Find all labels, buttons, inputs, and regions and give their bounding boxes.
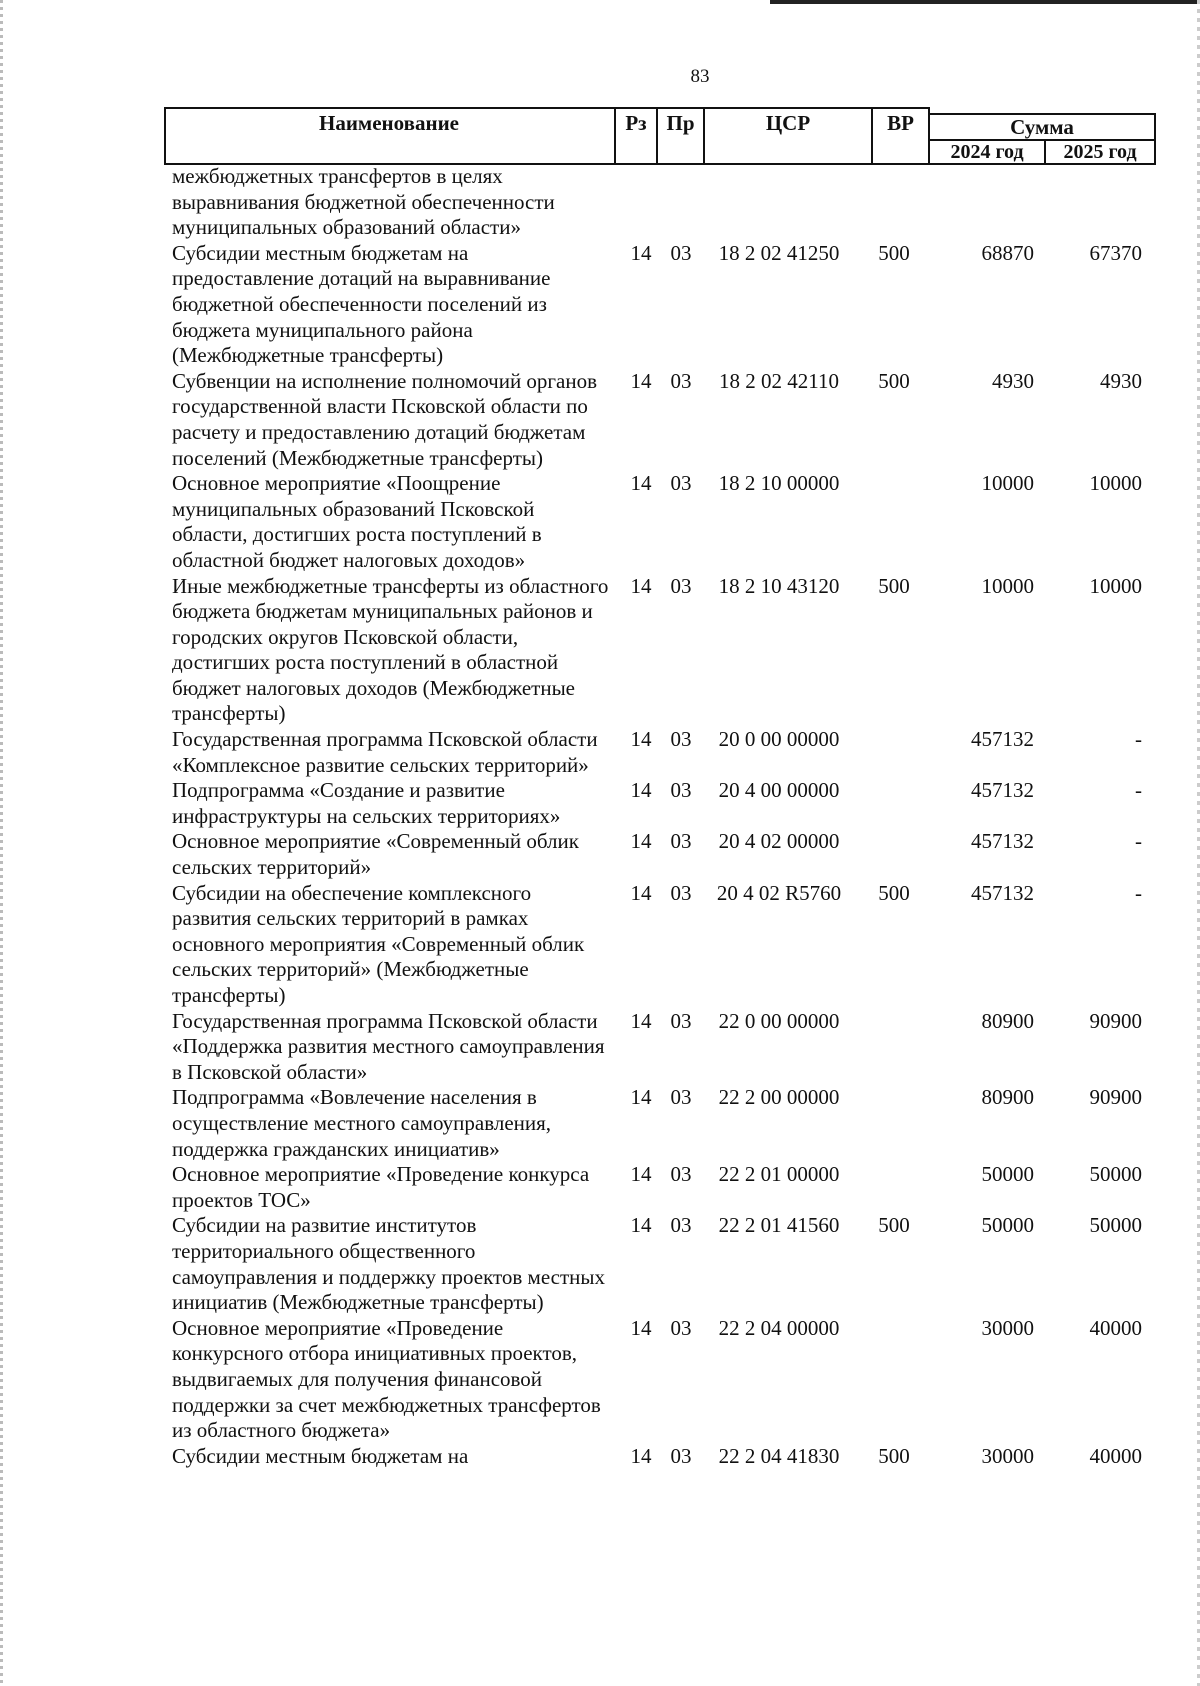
- row-2024: 457132: [971, 727, 1034, 752]
- row-2024: 4930: [992, 368, 1034, 393]
- row-csr: 18 2 10 00000: [718, 471, 840, 496]
- row-2025: 40000: [1089, 1315, 1142, 1340]
- row-csr: 18 2 10 43120: [718, 573, 840, 598]
- row-pr: 03: [670, 880, 692, 905]
- row-rz: 14: [630, 1315, 652, 1340]
- row-name: Субвенции на исполнение полномочий органов государственной власти Псковской области по расчету и предоставлению дотаций бюджетам поселений (Межбюджетные трансферты): [172, 368, 598, 470]
- row-csr: 22 2 01 00000: [718, 1162, 840, 1187]
- row-2024: 30000: [981, 1315, 1034, 1340]
- row-2024: 10000: [981, 471, 1034, 496]
- row-csr: 22 2 04 41830: [718, 1443, 840, 1468]
- row-2024: 457132: [971, 778, 1034, 803]
- row-pr: 03: [670, 1443, 692, 1468]
- header-rz: Рз: [625, 111, 647, 135]
- row-name: Субсидии на обеспечение комплексного развития сельских территорий в рамках основного мероприятия «Современный облик сельских территорий» (Межбюджетные трансферты): [172, 880, 585, 1007]
- row-csr: 18 2 02 42110: [719, 368, 839, 393]
- row-2024: 50000: [981, 1162, 1034, 1187]
- row-2024: 457132: [971, 880, 1034, 905]
- row-2024: 80900: [981, 1085, 1034, 1110]
- row-name: Субсидии на развитие институтов территориального общественного самоуправления и поддержку проектов местных инициатив (Межбюджетные трансферты): [172, 1213, 606, 1315]
- table-row: [164, 1444, 1164, 1470]
- table-row: [164, 829, 1164, 880]
- row-name: межбюджетных трансфертов в целях выравнивания бюджетной обеспеченности муниципальных образований области»: [172, 164, 555, 240]
- table-row: [164, 1213, 1164, 1315]
- table-row: [164, 574, 1164, 728]
- row-rz: 14: [630, 573, 652, 598]
- row-rz: 14: [630, 1443, 652, 1468]
- row-name: Субсидии местным бюджетам на: [172, 1443, 469, 1468]
- row-vr: 500: [878, 240, 910, 265]
- row-vr: 500: [878, 368, 910, 393]
- row-2024: 10000: [981, 573, 1034, 598]
- scan-top-edge: [770, 0, 1200, 4]
- row-rz: 14: [630, 240, 652, 265]
- row-csr: 22 2 01 41560: [718, 1213, 840, 1238]
- header-csr: ЦСР: [765, 111, 811, 135]
- row-rz: 14: [630, 880, 652, 905]
- row-2025: 40000: [1089, 1443, 1142, 1468]
- row-rz: 14: [630, 829, 652, 854]
- row-name: Субсидии местным бюджетам на предоставление дотаций на выравнивание бюджетной обеспеченности поселений из бюджета муниципального района (Межбюджетные трансферты): [172, 240, 551, 368]
- row-pr: 03: [670, 471, 692, 496]
- row-pr: 03: [670, 1162, 692, 1187]
- row-rz: 14: [630, 1008, 652, 1033]
- row-csr: 22 2 00 00000: [718, 1085, 840, 1110]
- row-pr: 03: [670, 240, 692, 265]
- table-row: [164, 881, 1164, 1009]
- row-csr: 22 0 00 00000: [718, 1008, 840, 1033]
- row-2025: 4930: [1100, 368, 1142, 393]
- row-2024: 50000: [981, 1213, 1034, 1238]
- table-body: [164, 164, 1164, 1469]
- row-csr: 20 4 02 00000: [718, 829, 840, 854]
- table-row: [164, 241, 1164, 369]
- row-rz: 14: [630, 1162, 652, 1187]
- row-2025: 50000: [1089, 1162, 1142, 1187]
- row-csr: 20 0 00 00000: [718, 727, 840, 752]
- row-name: Государственная программа Псковской области «Комплексное развитие сельских территорий»: [172, 727, 598, 777]
- row-2024: 457132: [971, 829, 1034, 854]
- page-number: 83: [690, 66, 710, 87]
- row-pr: 03: [670, 1008, 692, 1033]
- row-name: Основное мероприятие «Проведение конкурсного отбора инициативных проектов, выдвигаемых для получения финансовой поддержки за счет межбюджетных трансфертов из областного бюджета»: [172, 1315, 601, 1443]
- row-pr: 03: [670, 1085, 692, 1110]
- row-2025: 90900: [1089, 1085, 1142, 1110]
- row-2025: 90900: [1089, 1008, 1142, 1033]
- row-pr: 03: [670, 778, 692, 803]
- row-pr: 03: [670, 829, 692, 854]
- row-2025: -: [1135, 778, 1142, 803]
- row-2025: -: [1135, 829, 1142, 854]
- header-vr: ВР: [887, 111, 914, 135]
- row-rz: 14: [630, 727, 652, 752]
- row-2025: 50000: [1089, 1213, 1142, 1238]
- row-vr: 500: [878, 573, 910, 598]
- row-pr: 03: [670, 573, 692, 598]
- row-name: Подпрограмма «Вовлечение населения в осуществление местного самоуправления, поддержка гражданских инициатив»: [172, 1085, 552, 1161]
- row-2025: 10000: [1089, 471, 1142, 496]
- row-csr: 18 2 02 41250: [718, 240, 840, 265]
- row-pr: 03: [670, 1315, 692, 1340]
- row-name: Основное мероприятие «Поощрение муниципальных образований Псковской области, достигших роста поступлений в областной бюджет налоговых доходов»: [172, 471, 542, 572]
- row-rz: 14: [630, 1085, 652, 1110]
- row-rz: 14: [630, 778, 652, 803]
- row-2024: 80900: [981, 1008, 1034, 1033]
- row-2025: 67370: [1089, 240, 1142, 265]
- row-vr: 500: [878, 880, 910, 905]
- table-row: [164, 1316, 1164, 1444]
- table-row: [164, 727, 1164, 778]
- row-name: Подпрограмма «Создание и развитие инфраструктуры на сельских территориях»: [172, 778, 561, 828]
- row-name: Основное мероприятие «Проведение конкурса проектов ТОС»: [172, 1162, 590, 1212]
- header-top-line: [164, 107, 928, 109]
- table-header: [164, 107, 1156, 165]
- row-pr: 03: [670, 727, 692, 752]
- row-pr: 03: [670, 368, 692, 393]
- row-csr: 20 4 02 R5760: [716, 880, 842, 905]
- table-row: [164, 369, 1164, 471]
- header-year-2024: 2024 год: [950, 141, 1024, 163]
- page-number-wrap: [0, 66, 1200, 88]
- table-row: [164, 164, 1164, 241]
- row-rz: 14: [630, 1213, 652, 1238]
- row-2025: -: [1135, 880, 1142, 905]
- row-vr: 500: [878, 1213, 910, 1238]
- table-row: [164, 1085, 1164, 1162]
- row-rz: 14: [630, 471, 652, 496]
- row-pr: 03: [670, 1213, 692, 1238]
- table-row: [164, 778, 1164, 829]
- header-pr: Пр: [666, 111, 695, 135]
- row-vr: 500: [878, 1443, 910, 1468]
- table-row: [164, 471, 1164, 573]
- scan-left-edge: [0, 0, 3, 1686]
- row-name: Иные межбюджетные трансферты из областного бюджета бюджетам муниципальных районов и городских округов Псковской области, достигших роста поступлений в областной бюджет налоговых доходов (Межбюджетные трансферты): [172, 573, 609, 726]
- header-sum: Сумма: [1010, 115, 1074, 139]
- row-2024: 68870: [981, 240, 1034, 265]
- row-name: Государственная программа Псковской области «Поддержка развития местного самоуправления в Псковской области»: [172, 1008, 605, 1084]
- row-rz: 14: [630, 368, 652, 393]
- header-year-2025: 2025 год: [1063, 141, 1137, 163]
- header-vline-7: [1154, 113, 1156, 165]
- header-name: Наименование: [319, 111, 459, 135]
- row-2024: 30000: [981, 1443, 1034, 1468]
- table-row: [164, 1009, 1164, 1086]
- row-csr: 22 2 04 00000: [718, 1315, 840, 1340]
- table-row: [164, 1162, 1164, 1213]
- row-2025: 10000: [1089, 573, 1142, 598]
- row-2025: -: [1135, 727, 1142, 752]
- row-name: Основное мероприятие «Современный облик сельских территорий»: [172, 829, 579, 880]
- row-csr: 20 4 00 00000: [718, 778, 840, 803]
